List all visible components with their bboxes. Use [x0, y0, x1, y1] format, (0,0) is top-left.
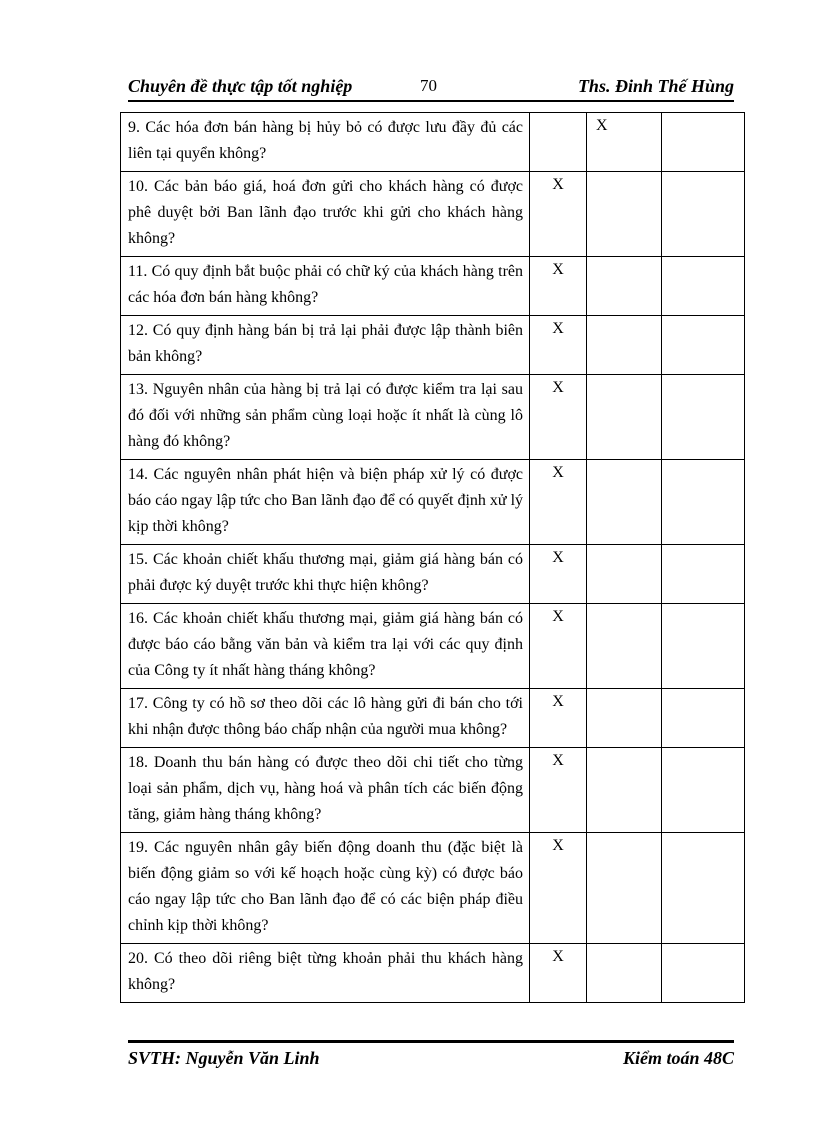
- question-text: 12. Có quy định hàng bán bị trả lại phải được lập thành biên bản không?: [121, 316, 530, 375]
- question-text: 17. Công ty có hồ sơ theo dõi các lô hàng gửi đi bán cho tới khi nhận được thông báo chấp nhận của người mua không?: [121, 689, 530, 748]
- answer-yes-cell: X: [530, 833, 587, 944]
- answer-no-cell: [587, 748, 662, 833]
- question-text: 19. Các nguyên nhân gây biến động doanh thu (đặc biệt là biến động giảm so với kế hoạch hoặc cùng kỳ) có được báo cáo ngay lập tức cho Ban lãnh đạo để có các biện pháp điều chỉnh kịp thời không?: [121, 833, 530, 944]
- answer-note-cell: [662, 316, 745, 375]
- answer-yes-cell: X: [530, 257, 587, 316]
- table-row: [121, 833, 745, 944]
- question-text: 11. Có quy định bắt buộc phải có chữ ký của khách hàng trên các hóa đơn bán hàng không?: [121, 257, 530, 316]
- answer-note-cell: [662, 257, 745, 316]
- answer-yes-cell: X: [530, 748, 587, 833]
- question-text: 18. Doanh thu bán hàng có được theo dõi chi tiết cho từng loại sản phẩm, dịch vụ, hàng hoá và phân tích các biến động tăng, giảm hàng tháng không?: [121, 748, 530, 833]
- answer-yes-cell: X: [530, 460, 587, 545]
- answer-no-cell: [587, 460, 662, 545]
- table-row: [121, 375, 745, 460]
- answer-yes-cell: X: [530, 545, 587, 604]
- header-rule: [128, 100, 734, 102]
- table-row: [121, 257, 745, 316]
- question-text: 16. Các khoản chiết khấu thương mại, giảm giá hàng bán có được báo cáo bằng văn bản và kiểm tra lại với các quy định của Công ty ít nhất hàng tháng không?: [121, 604, 530, 689]
- answer-no-mark: X: [596, 117, 608, 134]
- table-row: [121, 545, 745, 604]
- answer-yes-cell: X: [530, 375, 587, 460]
- table-row: [121, 460, 745, 545]
- answer-yes-cell: X: [530, 689, 587, 748]
- answer-yes-cell: X: [530, 604, 587, 689]
- answer-no-cell: [587, 689, 662, 748]
- answer-no-cell: [587, 375, 662, 460]
- table-row: [121, 944, 745, 1003]
- table-row: [121, 604, 745, 689]
- footer-student: SVTH: Nguyễn Văn Linh: [128, 1048, 320, 1068]
- question-text: 15. Các khoản chiết khấu thương mại, giảm giá hàng bán có phải được ký duyệt trước khi thực hiện không?: [121, 545, 530, 604]
- answer-note-cell: [662, 944, 745, 1003]
- answer-yes-cell: [530, 113, 587, 172]
- answer-yes-cell: X: [530, 172, 587, 257]
- table-row: [121, 748, 745, 833]
- answer-note-cell: [662, 172, 745, 257]
- question-text: 14. Các nguyên nhân phát hiện và biện pháp xử lý có được báo cáo ngay lập tức cho Ban lãnh đạo để có quyết định xử lý kịp thời không?: [121, 460, 530, 545]
- table-row: [121, 113, 745, 172]
- answer-note-cell: [662, 833, 745, 944]
- answer-yes-cell: X: [530, 944, 587, 1003]
- questionnaire-table: [120, 112, 745, 1003]
- answer-note-cell: [662, 460, 745, 545]
- answer-note-cell: [662, 113, 745, 172]
- answer-note-cell: [662, 545, 745, 604]
- answer-no-cell: [587, 113, 662, 172]
- header-title: Chuyên đề thực tập tốt nghiệp: [128, 76, 353, 96]
- header-author: Ths. Đinh Thế Hùng: [577, 76, 734, 96]
- answer-no-cell: [587, 604, 662, 689]
- page-footer: [128, 1048, 734, 1074]
- answer-no-cell: [587, 257, 662, 316]
- answer-no-cell: [587, 545, 662, 604]
- table-row: [121, 316, 745, 375]
- answer-no-cell: [587, 944, 662, 1003]
- question-text: 13. Nguyên nhân của hàng bị trả lại có được kiểm tra lại sau đó đối với những sản phẩm cùng loại hoặc ít nhất là cùng lô hàng đó không?: [121, 375, 530, 460]
- answer-no-cell: [587, 316, 662, 375]
- table-row: [121, 689, 745, 748]
- footer-rule: [128, 1040, 734, 1043]
- answer-note-cell: [662, 375, 745, 460]
- page-header: [128, 74, 734, 100]
- answer-note-cell: [662, 748, 745, 833]
- answer-note-cell: [662, 604, 745, 689]
- answer-note-cell: [662, 689, 745, 748]
- footer-class: Kiểm toán 48C: [622, 1048, 734, 1068]
- question-text: 20. Có theo dõi riêng biệt từng khoản phải thu khách hàng không?: [121, 944, 530, 1003]
- answer-yes-cell: X: [530, 316, 587, 375]
- questionnaire-body: [121, 113, 745, 1003]
- answer-no-cell: [587, 172, 662, 257]
- answer-no-cell: [587, 833, 662, 944]
- page-number: 70: [420, 76, 437, 95]
- question-text: 9. Các hóa đơn bán hàng bị hủy bỏ có được lưu đầy đủ các liên tại quyển không?: [121, 113, 530, 172]
- question-text: 10. Các bản báo giá, hoá đơn gửi cho khách hàng có được phê duyệt bởi Ban lãnh đạo trước khi gửi cho khách hàng không?: [121, 172, 530, 257]
- table-row: [121, 172, 745, 257]
